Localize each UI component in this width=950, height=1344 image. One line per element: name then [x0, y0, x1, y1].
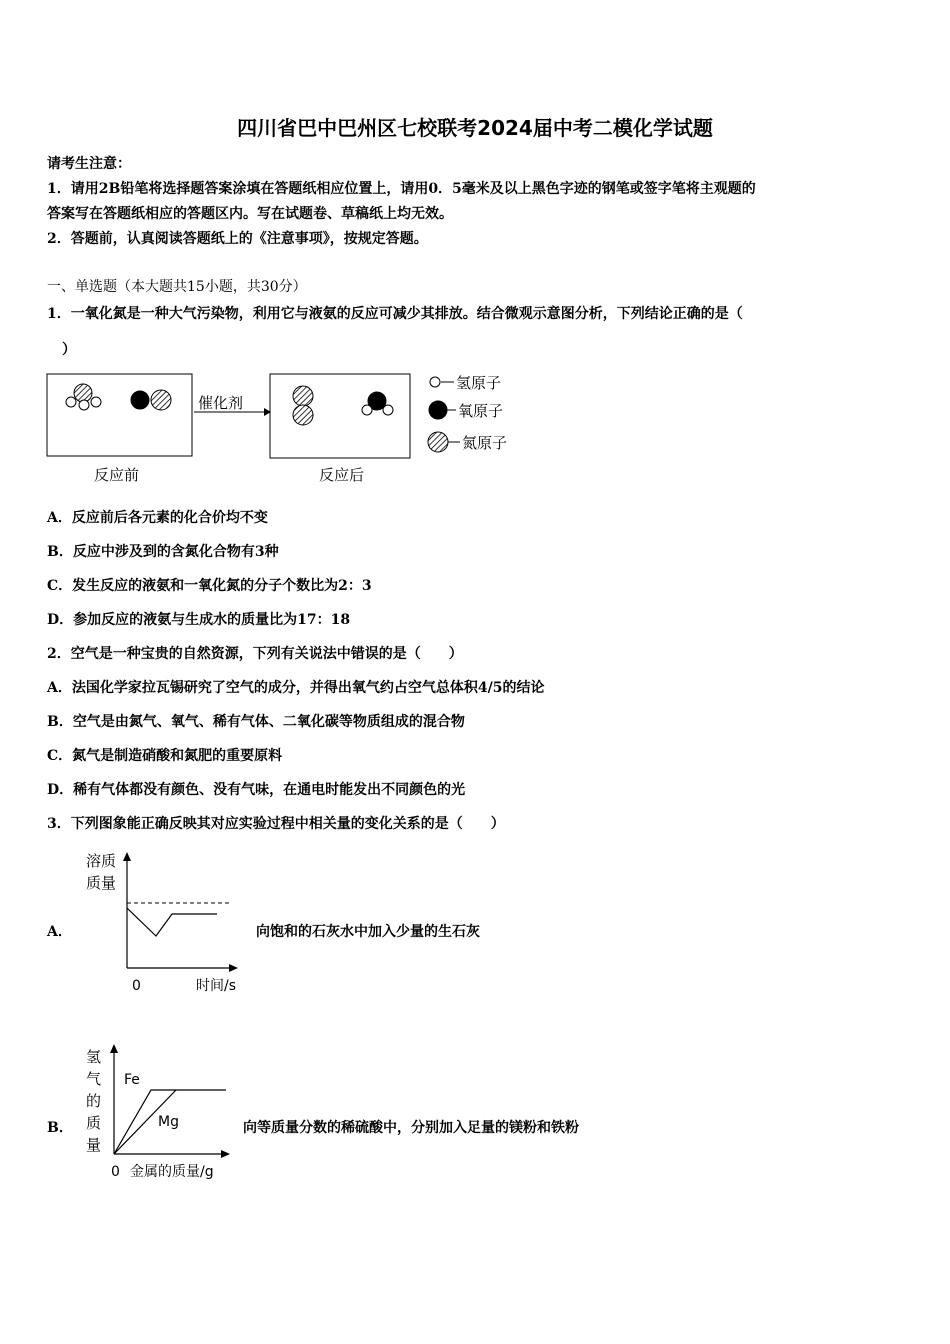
legend-nitrogen: 氮原子	[462, 434, 508, 452]
q2-option-c[interactable]: C．氮气是制造硝酸和氮肥的重要原料	[47, 748, 283, 764]
hydrogen-atom-icon	[430, 377, 440, 387]
before-label: 反应前	[94, 466, 140, 484]
q2-option-d[interactable]: D．稀有气体都没有颜色、没有气味，在通电时能发出不同颜色的光	[47, 782, 466, 798]
ammonia-molecule-icon	[66, 384, 101, 410]
q1-option-b[interactable]: B．反应中涉及到的含氮化合物有3种	[47, 544, 279, 560]
q3-option-b-label[interactable]: B．	[47, 1120, 73, 1136]
q1-option-d[interactable]: D．参加反应的液氨与生成水的质量比为17：18	[47, 612, 351, 628]
reaction-diagram	[44, 366, 534, 491]
graph-b-ylabel-5: 量	[86, 1136, 102, 1154]
before-box	[47, 374, 192, 456]
section-heading: 一、单选题（本大题共15小题，共30分）	[47, 279, 307, 295]
notice-heading: 请考生注意：	[47, 156, 131, 172]
oxygen-atom-icon	[429, 401, 447, 419]
q1-option-c[interactable]: C．发生反应的液氨和一氧化氮的分子个数比为2：3	[47, 578, 372, 594]
graph-b-ylabel-1: 氢	[86, 1048, 102, 1066]
legend-hydrogen: 氢原子	[456, 374, 502, 392]
graph-a-xlabel: 时间/s	[196, 978, 237, 994]
q3-graph-a	[80, 848, 250, 998]
q3-option-a-text[interactable]: 向饱和的石灰水中加入少量的生石灰	[256, 924, 480, 940]
nitrogen-molecule-icon	[293, 386, 313, 425]
after-label: 反应后	[319, 466, 365, 484]
q2-option-a[interactable]: A．法国化学家拉瓦锡研究了空气的成分，并得出氧气约占空气总体积4/5的结论	[47, 680, 545, 696]
graph-a-origin: 0	[132, 978, 141, 994]
q1-stem-end: ）	[62, 342, 76, 358]
q3-option-a-label[interactable]: A．	[47, 924, 72, 940]
q1-option-a[interactable]: A．反应前后各元素的化合价均不变	[47, 510, 268, 526]
q3-option-b-text[interactable]: 向等质量分数的稀硫酸中，分别加入足量的镁粉和铁粉	[243, 1120, 579, 1136]
q1-stem: 1．一氧化氮是一种大气污染物，利用它与液氨的反应可减少其排放。结合微观示意图分析，下列结论正确的是（	[47, 306, 743, 322]
q3-graph-b	[78, 1040, 238, 1188]
graph-b-ylabel-2: 气	[86, 1070, 102, 1088]
graph-a-curve	[127, 908, 217, 936]
graph-b-xlabel: 金属的质量/g	[130, 1164, 214, 1180]
graph-b-ylabel-4: 质	[86, 1114, 102, 1132]
notice-item-1b: 答案写在答题纸相应的答题区内。写在试题卷、草稿纸上均无效。	[47, 206, 453, 222]
legend-oxygen: 氧原子	[458, 402, 504, 420]
graph-b-fe-label: Fe	[124, 1072, 140, 1088]
notice-item-2: 2．答题前，认真阅读答题纸上的《注意事项》，按规定答题。	[47, 231, 428, 247]
q2-stem: 2．空气是一种宝贵的自然资源，下列有关说法中错误的是（ ）	[47, 646, 463, 662]
notice-item-1a: 1．请用2B铅笔将选择题答案涂填在答题纸相应位置上，请用0．5毫米及以上黑色字迹的钢笔或签字笔将主观题的	[47, 181, 756, 197]
graph-b-ylabel-3: 的	[86, 1092, 102, 1110]
q3-stem: 3．下列图象能正确反映其对应实验过程中相关量的变化关系的是（ ）	[47, 816, 505, 832]
nitrogen-atom-icon	[428, 432, 448, 452]
graph-a-ylabel-1: 溶质	[86, 852, 117, 870]
nitric-oxide-molecule-icon	[131, 390, 171, 410]
graph-a-ylabel-2: 质量	[86, 874, 117, 892]
after-box	[270, 374, 410, 458]
q2-option-b[interactable]: B．空气是由氮气、氧气、稀有气体、二氧化碳等物质组成的混合物	[47, 714, 465, 730]
page-title: 四川省巴中巴州区七校联考2024届中考二模化学试题	[237, 116, 713, 140]
water-molecule-icon	[362, 392, 393, 415]
catalyst-label: 催化剂	[198, 394, 244, 412]
graph-b-origin: 0	[111, 1164, 120, 1180]
graph-b-mg-label: Mg	[158, 1114, 179, 1130]
